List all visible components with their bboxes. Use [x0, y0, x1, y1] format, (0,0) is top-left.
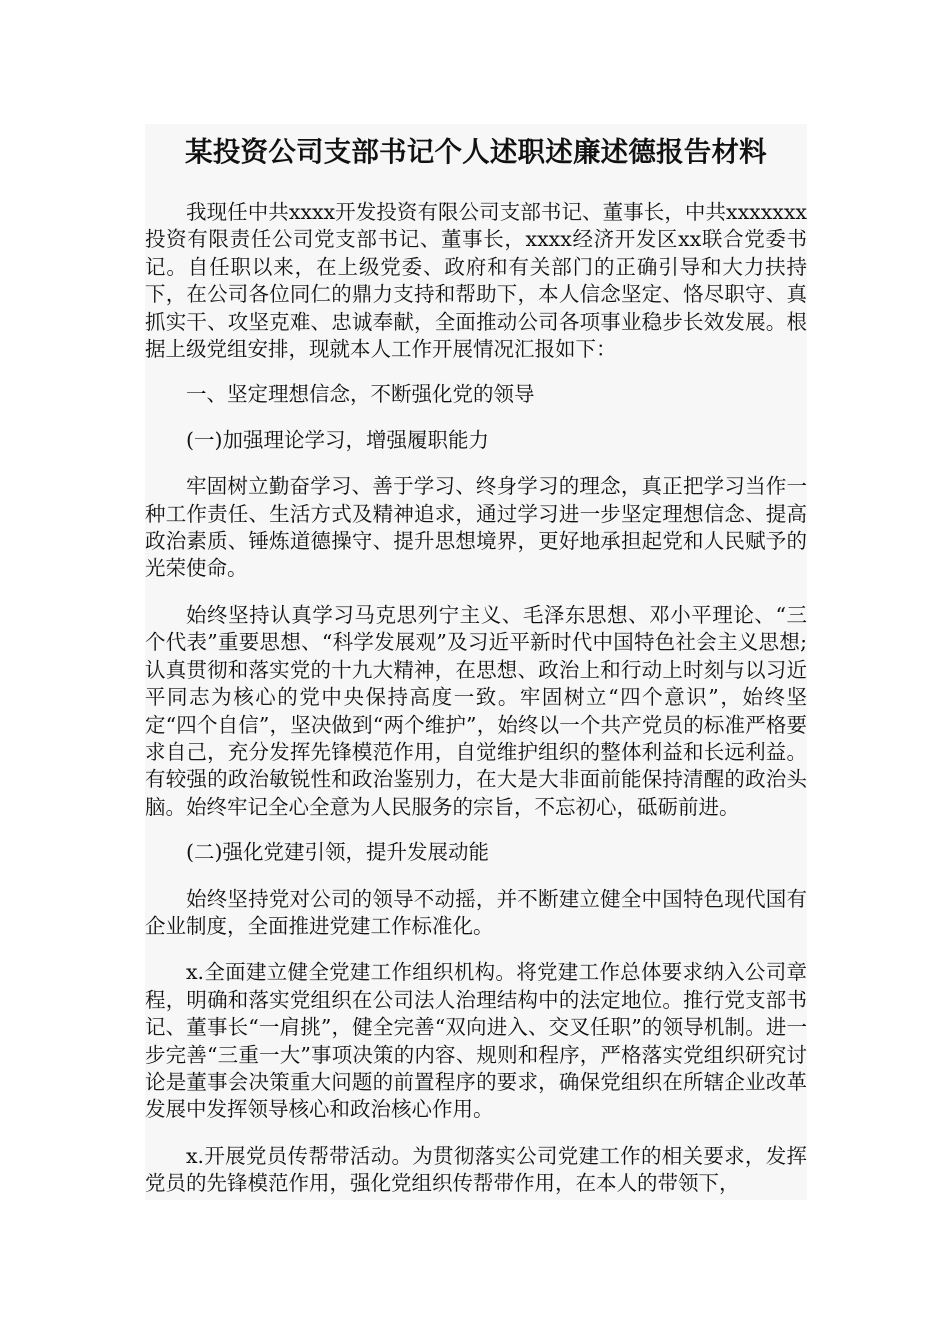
body-paragraph-study: 牢固树立勤奋学习、善于学习、终身学习的理念，真正把学习当作一种工作责任、生活方式及精神追求，通过学习进一步坚定理想信念、提高政治素质、锤炼道德操守、提升思想境界，更好地承担起党和人民赋予的光荣使命。 [145, 474, 807, 581]
intro-paragraph: 我现任中共xxxx开发投资有限公司支部书记、董事长，中共xxxxxxx投资有限责任公司党支部书记、董事长，xxxx经济开发区xx联合党委书记。自任职以来，在上级党委、政府和有关部门的正确引导和大力扶持下，在公司各位同仁的鼎力支持和帮助下，本人信念坚定、恪尽职守、真抓实干、攻坚克难、忠诚奉献，全面推动公司各项事业稳步长效发展。根据上级党组安排，现就本人工作开展情况汇报如下： [145, 200, 807, 362]
subsection-heading-1: (一)加强理论学习，增强履职能力 [186, 427, 489, 452]
subsection-heading-2: (二)强化党建引领，提升发展动能 [186, 840, 489, 865]
body-paragraph-theory: 始终坚持认真学习马克思列宁主义、毛泽东思想、邓小平理论、“三个代表”重要思想、“科学发展观”及习近平新时代中国特色社会主义思想;认真贯彻和落实党的十九大精神，在思想、政治上和行动上时刻与以习近平同志为核心的党中央保持高度一致。牢固树立“四个意识”，始终坚定“四个自信”，坚决做到“两个维护”，始终以一个共产党员的标准严格要求自己，充分发挥先锋模范作用，自觉维护组织的整体利益和长远利益。有较强的政治敏锐性和政治鉴别力，在大是大非面前能保持清醒的政治头脑。始终牢记全心全意为人民服务的宗旨，不忘初心，砥砺前进。 [145, 602, 807, 819]
document-page [145, 124, 807, 1200]
section-heading-1: 一、坚定理想信念，不断强化党的领导 [186, 382, 535, 407]
body-paragraph-leadership: 始终坚持党对公司的领导不动摇，并不断建立健全中国特色现代国有企业制度，全面推进党建工作标准化。 [145, 886, 807, 938]
document-title: 某投资公司支部书记个人述职述廉述德报告材料 [185, 136, 767, 168]
body-paragraph-mentoring: x.开展党员传帮带活动。为贯彻落实公司党建工作的相关要求，发挥党员的先锋模范作用，强化党组织传帮带作用，在本人的带领下， [145, 1143, 807, 1196]
body-paragraph-organization: x.全面建立健全党建工作组织机构。将党建工作总体要求纳入公司章程，明确和落实党组织在公司法人治理结构中的法定地位。推行党支部书记、董事长“一肩挑”，健全完善“双向进入、交叉任职”的领导机制。进一步完善“三重一大”事项决策的内容、规则和程序，严格落实党组织研究讨论是董事会决策重大问题的前置程序的要求，确保党组织在所辖企业改革发展中发挥领导核心和政治核心作用。 [145, 960, 807, 1122]
